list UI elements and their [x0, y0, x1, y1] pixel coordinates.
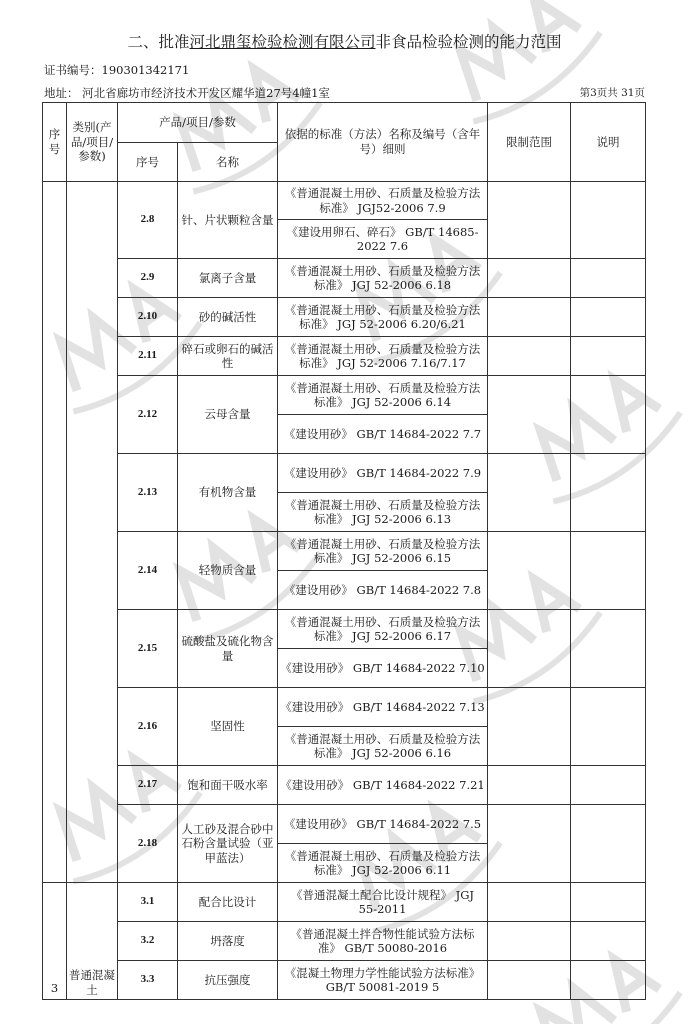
note-cell	[571, 961, 646, 1000]
standard-cell: 《普通混凝土拌合物性能试验方法标准》 GB/T 50080-2016	[278, 922, 488, 961]
limit-cell	[488, 922, 571, 961]
group-category-cell: 普通混凝土	[67, 883, 118, 1000]
item-name: 硫酸盐及硫化物含量	[178, 610, 278, 688]
limit-cell	[488, 454, 571, 532]
item-number: 3.3	[118, 961, 178, 1000]
item-number: 2.16	[118, 688, 178, 766]
standard-cell: 《建设用砂》 GB/T 14684-2022 7.13	[278, 688, 488, 727]
limit-cell	[488, 688, 571, 766]
standard-cell: 《普通混凝土用砂、石质量及检验方法标准》 JGJ 52-2006 6.15	[278, 532, 488, 571]
table-row	[43, 259, 646, 298]
table-row	[43, 883, 646, 922]
limit-cell	[488, 298, 571, 337]
item-name: 砂的碱活性	[178, 298, 278, 337]
item-number: 3.1	[118, 883, 178, 922]
standard-cell: 《普通混凝土配合比设计规程》 JGJ 55-2011	[278, 883, 488, 922]
page-title	[0, 30, 689, 52]
note-cell	[571, 922, 646, 961]
page-info: 第3页共 31页	[579, 87, 645, 99]
standard-cell: 《建设用砂》 GB/T 14684-2022 7.7	[278, 415, 488, 454]
limit-cell	[488, 182, 571, 259]
note-cell	[571, 805, 646, 883]
item-number: 2.15	[118, 610, 178, 688]
item-number: 2.13	[118, 454, 178, 532]
note-cell	[571, 688, 646, 766]
limit-cell	[488, 766, 571, 805]
title-company: 河北鼎玺检验检测有限公司	[189, 33, 376, 51]
group-seq-cell	[43, 182, 67, 883]
item-number: 2.10	[118, 298, 178, 337]
standard-cell: 《普通混凝土用砂、石质量及检验方法标准》 JGJ 52-2006 6.18	[278, 259, 488, 298]
item-name: 人工砂及混合砂中石粉含量试验（亚甲蓝法）	[178, 805, 278, 883]
item-name: 氯离子含量	[178, 259, 278, 298]
limit-cell	[488, 805, 571, 883]
standard-cell: 《普通混凝土用砂、石质量及检验方法标准》 JGJ 52-2006 6.20/6.21	[278, 298, 488, 337]
standard-cell: 《混凝土物理力学性能试验方法标准》 GB/T 50081-2019 5	[278, 961, 488, 1000]
standard-cell: 《普通混凝土用砂、石质量及检验方法标准》 JGJ52-2006 7.9	[278, 182, 488, 220]
limit-cell	[488, 532, 571, 610]
table-row	[43, 337, 646, 376]
header-item-no: 序号	[118, 143, 178, 182]
item-name: 轻物质含量	[178, 532, 278, 610]
standard-cell: 《普通混凝土用砂、石质量及检验方法标准》 JGJ 52-2006 6.14	[278, 376, 488, 415]
item-number: 2.11	[118, 337, 178, 376]
item-name: 坍落度	[178, 922, 278, 961]
item-number: 2.14	[118, 532, 178, 610]
header-limit: 限制范围	[488, 103, 571, 182]
limit-cell	[488, 259, 571, 298]
limit-cell	[488, 883, 571, 922]
note-cell	[571, 376, 646, 454]
group-seq-cell: 3	[43, 883, 67, 1000]
standard-cell: 《普通混凝土用砂、石质量及检验方法标准》 JGJ 52-2006 6.16	[278, 727, 488, 766]
item-name: 云母含量	[178, 376, 278, 454]
item-number: 2.18	[118, 805, 178, 883]
table-row	[43, 610, 646, 649]
item-name: 碎石或卵石的碱活性	[178, 337, 278, 376]
item-name: 坚固性	[178, 688, 278, 766]
item-number: 3.2	[118, 922, 178, 961]
standard-cell: 《建设用卵石、碎石》 GB/T 14685-2022 7.6	[278, 220, 488, 259]
item-name: 有机物含量	[178, 454, 278, 532]
note-cell	[571, 766, 646, 805]
limit-cell	[488, 337, 571, 376]
note-cell	[571, 298, 646, 337]
item-number: 2.12	[118, 376, 178, 454]
note-cell	[571, 610, 646, 688]
item-number: 2.17	[118, 766, 178, 805]
table-row	[43, 805, 646, 844]
item-name: 配合比设计	[178, 883, 278, 922]
table-row	[43, 766, 646, 805]
table-row	[43, 688, 646, 727]
header-category: 类别(产品/项目/参数)	[67, 103, 118, 182]
standard-cell: 《建设用砂》 GB/T 14684-2022 7.9	[278, 454, 488, 493]
item-number: 2.8	[118, 182, 178, 259]
item-name: 抗压强度	[178, 961, 278, 1000]
standard-cell: 《建设用砂》 GB/T 14684-2022 7.10	[278, 649, 488, 688]
standard-cell: 《建设用砂》 GB/T 14684-2022 7.8	[278, 571, 488, 610]
title-suffix: 非食品检验检测的能力范围	[375, 33, 562, 51]
table-row	[43, 922, 646, 961]
standard-cell: 《普通混凝土用砂、石质量及检验方法标准》 JGJ 52-2006 7.16/7.17	[278, 337, 488, 376]
header-seq: 序号	[43, 103, 67, 182]
note-cell	[571, 259, 646, 298]
note-cell	[571, 883, 646, 922]
standard-cell: 《普通混凝土用砂、石质量及检验方法标准》 JGJ 52-2006 6.17	[278, 610, 488, 649]
limit-cell	[488, 376, 571, 454]
table-row	[43, 376, 646, 415]
limit-cell	[488, 961, 571, 1000]
certificate-number: 证书编号：190301342171	[44, 63, 190, 77]
standard-cell: 《普通混凝土用砂、石质量及检验方法标准》 JGJ 52-2006 6.13	[278, 493, 488, 532]
note-cell	[571, 337, 646, 376]
capability-table	[42, 102, 646, 1000]
table-row	[43, 298, 646, 337]
limit-cell	[488, 610, 571, 688]
address: 地址： 河北省廊坊市经济技术开发区耀华道27号4幢1室	[44, 86, 330, 100]
header-item-name: 名称	[178, 143, 278, 182]
note-cell	[571, 532, 646, 610]
note-cell	[571, 182, 646, 259]
standard-cell: 《普通混凝土用砂、石质量及检验方法标准》 JGJ 52-2006 6.11	[278, 844, 488, 883]
group-category-cell	[67, 182, 118, 883]
table-row	[43, 454, 646, 493]
standard-cell: 《建设用砂》 GB/T 14684-2022 7.21	[278, 766, 488, 805]
table-row	[43, 532, 646, 571]
standard-cell: 《建设用砂》 GB/T 14684-2022 7.5	[278, 805, 488, 844]
header-standard: 依据的标准（方法）名称及编号（含年号）细则	[278, 103, 488, 182]
item-number: 2.9	[118, 259, 178, 298]
title-prefix: 二、批准	[127, 33, 190, 51]
table-row	[43, 182, 646, 220]
header-product-group: 产品/项目/参数	[118, 103, 278, 143]
note-cell	[571, 454, 646, 532]
table-row	[43, 961, 646, 1000]
item-name: 饱和面干吸水率	[178, 766, 278, 805]
header-note: 说明	[571, 103, 646, 182]
item-name: 针、片状颗粒含量	[178, 182, 278, 259]
